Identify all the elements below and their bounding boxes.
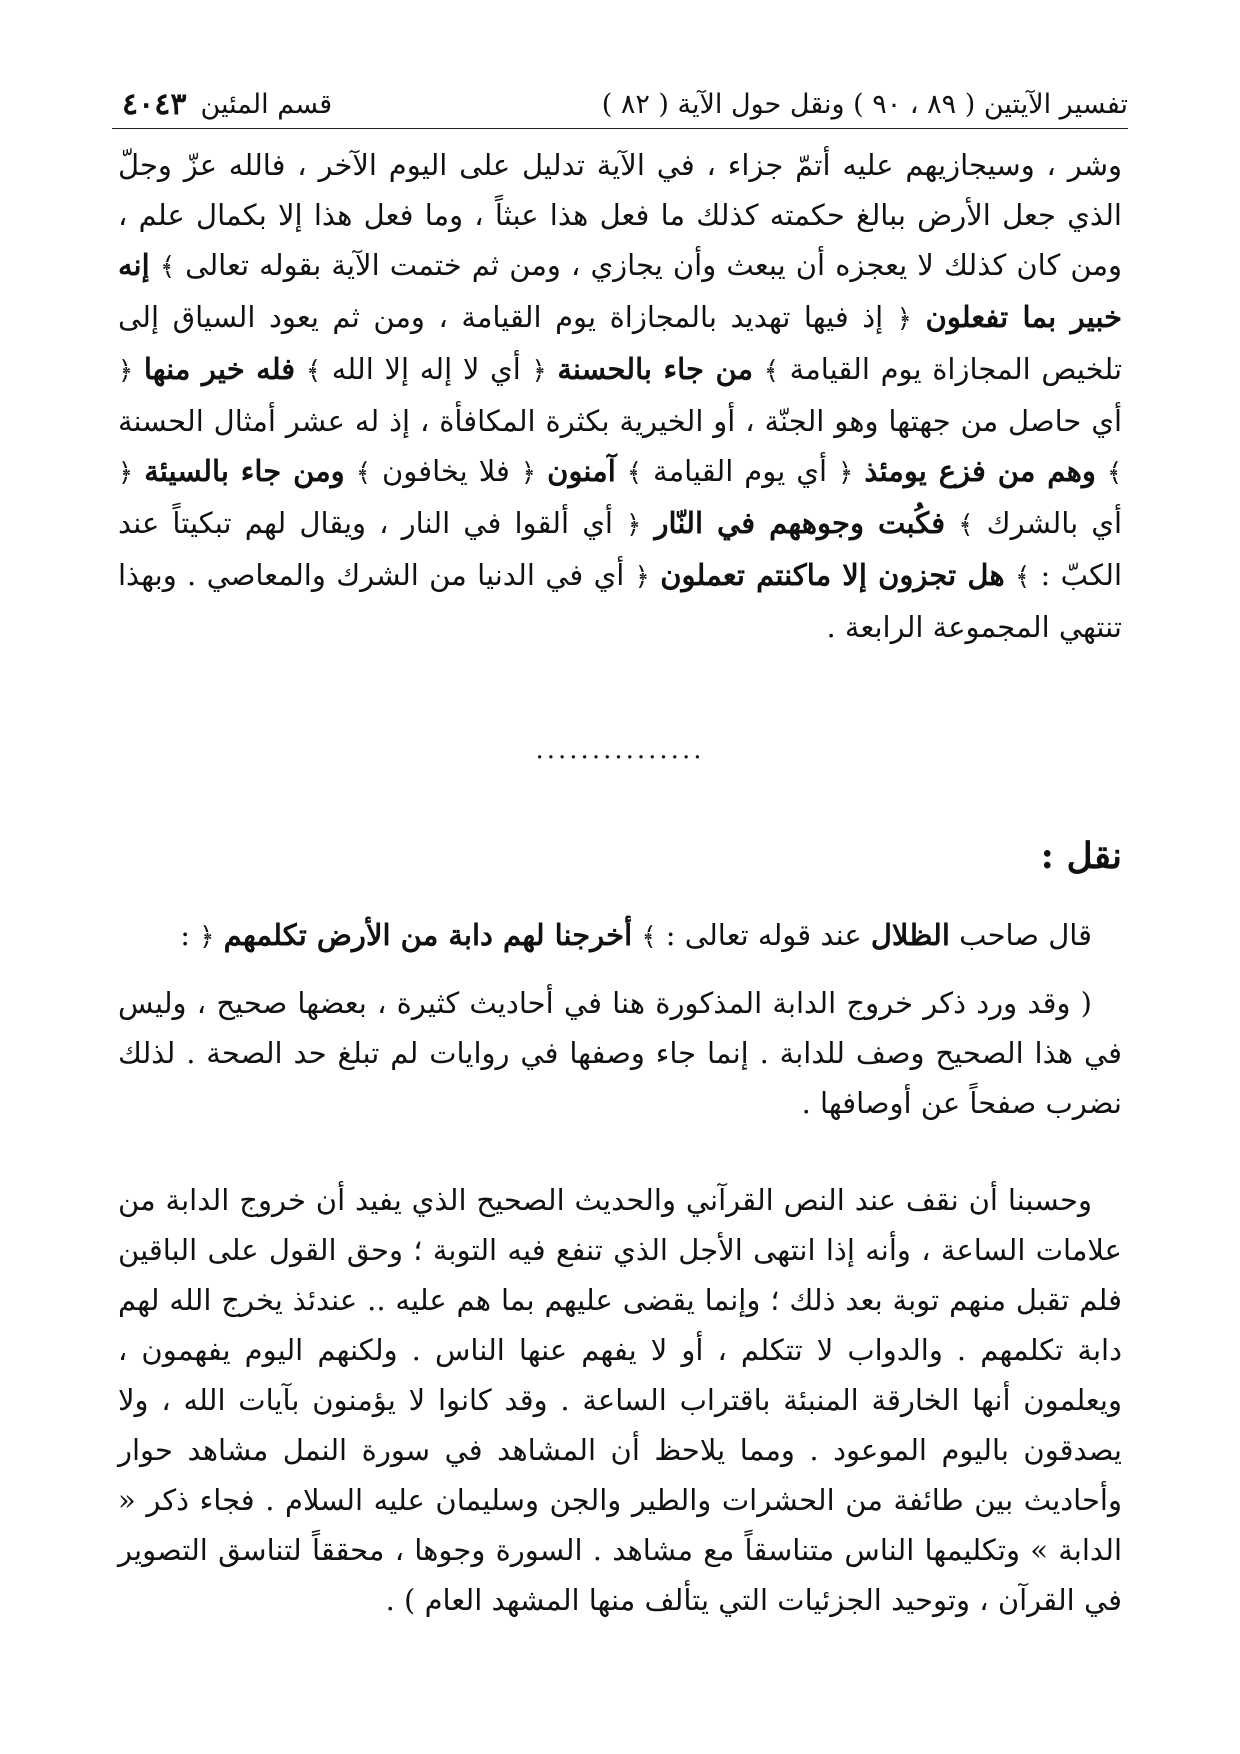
body-text: :	[180, 918, 190, 952]
quran-verse: آمنون	[547, 454, 616, 488]
page-number: ٤٠٤٣	[122, 86, 187, 122]
section-separator: ...............	[535, 735, 705, 765]
body-text: أي ألقوا في النار ، ويقال لهم تبكيتاً عند الكبّ :	[118, 506, 1123, 592]
body-text: أي في الدنيا من الشرك والمعاصي . وبهذا تنتهي المجموعة الرابعة .	[118, 558, 1122, 644]
body-text: إذ فيها تهديد بالمجازاة يوم القيامة ، ومن ثم يعود السياق إلى تلخيص المجازاة يوم القيامة	[118, 300, 1123, 386]
quran-bracket-close: ﴿	[626, 510, 642, 540]
quran-bracket-close: ﴿	[118, 356, 134, 386]
body-text: قال صاحب	[959, 918, 1092, 952]
quran-bracket-close: ﴿	[520, 458, 537, 488]
quoted-paragraph-1: ( وقد ورد ذكر خروج الدابة المذكورة هنا في أحاديث كثيرة ، بعضها صحيح ، وليس في هذا الصحيح وصف للدابة . إنما جاء وصفها في روايات لم تبلغ حد الصحة . لذلك نضرب صفحاً عن أوصافها .	[118, 986, 1122, 1120]
quran-bracket-open: ﴾	[355, 458, 371, 488]
quran-verse: أخرجنا لهم دابة من الأرض تكلمهم	[223, 918, 633, 952]
quran-bracket-close: ﴿	[634, 562, 650, 592]
quran-bracket-close: ﴿	[531, 356, 547, 386]
quran-verse: ومن جاء بالسيئة	[144, 454, 345, 488]
quran-bracket-close: ﴿	[896, 304, 912, 334]
author-name: الظلال	[870, 918, 950, 952]
body-text: عند قوله تعالى :	[665, 918, 862, 952]
quran-bracket-open: ﴾	[958, 510, 974, 540]
quoted-paragraph-2: وحسبنا أن نقف عند النص القرآني والحديث الصحيح الذي يفيد أن خروج الدابة من علامات الساعة ، وأنه إذا انتهى الأجل الذي تنفع فيه التوبة ؛ وحق القول على الباقين فلم تقبل منهم توبة بعد ذلك ؛ وإنما يقضى عليهم بما هم عليه .. عندئذ يخرج الله لهم دابة تكلمهم . والدواب لا تتكلم ، أو لا يفهم عنها الناس . ولكنهم اليوم يفهمون ، ويعلمون أنها الخارقة المنبئة باقتراب الساعة . وقد كانوا لا يؤمنون بآيات الله ، ولا يصدقون باليوم الموعود . ومما يلاحظ أن المشاهد في سورة النمل مشاهد حوار وأحاديث بين طائفة من الحشرات والطير والجن وسليمان عليه السلام . فجاء ذكر « الدابة » وتكليمها الناس متناسقاً مع مشاهد . السورة وجوها ، محققاً لتناسق التصوير في القرآن ، وتوحيد الجزئيات التي يتألف منها المشهد العام ) .	[118, 1183, 1122, 1617]
body-text: أي لا إله إلا الله	[331, 352, 521, 386]
quran-verse: وهم من فزع يومئذ	[864, 454, 1096, 488]
quran-bracket-open: ﴾	[641, 922, 657, 952]
section-info	[112, 87, 332, 122]
quran-bracket-open: ﴾	[763, 356, 779, 386]
quran-verse: فكُبت وجوههم في النّار	[654, 506, 946, 540]
quote-introduction	[118, 910, 1092, 962]
quran-bracket-open: ﴾	[1106, 458, 1123, 488]
body-text: أي بالشرك	[986, 506, 1123, 540]
body-text: أي حاصل من جهتها وهو الجنّة ، أو الخيرية بكثرة المكافأة ، إذ له عشر أمثال الحسنة	[118, 404, 1122, 438]
quran-bracket-close: ﴿	[118, 458, 134, 488]
quran-bracket-close: ﴿	[199, 922, 215, 952]
quran-verse: فله خير منها	[143, 352, 296, 386]
chapter-title: تفسير الآيتين ( ٨٩ ، ٩٠ ) ونقل حول الآية ( ٨٢ )	[601, 88, 1128, 120]
section-name: قسم المئين	[200, 88, 333, 120]
quran-bracket-open: ﴾	[626, 458, 643, 488]
body-text: أي يوم القيامة	[653, 454, 828, 488]
header-rule	[112, 128, 1128, 129]
quran-bracket-open: ﴾	[305, 356, 322, 386]
quran-verse: هل تجزون إلا ماكنتم تعملون	[660, 558, 1005, 592]
running-header	[112, 84, 1128, 124]
body-text: وشر ، وسيجازيهم عليه أتمّ جزاء ، في الآية تدليل على اليوم الآخر ، فالله عزّ وجلّ الذي جعل الأرض ببالغ حكمته كذلك ما فعل هذا عبثاً ، وما فعل هذا إلا بكمال علم ، ومن كان كذلك لا يعجزه أن يبعث وأن يجازي ، ومن ثم ختمت الآية بقوله تعالى	[118, 148, 1123, 282]
quran-bracket-open: ﴾	[159, 252, 176, 282]
quran-bracket-open: ﴾	[1014, 562, 1031, 592]
section-heading: نقل :	[1040, 835, 1122, 877]
quran-verse: إنه خبير بما تفعلون	[118, 248, 1123, 334]
quran-bracket-close: ﴿	[838, 458, 854, 488]
quran-verse: من جاء بالحسنة	[557, 352, 754, 386]
tafsir-paragraph	[118, 140, 1122, 652]
body-text: فلا يخافون	[381, 454, 510, 488]
